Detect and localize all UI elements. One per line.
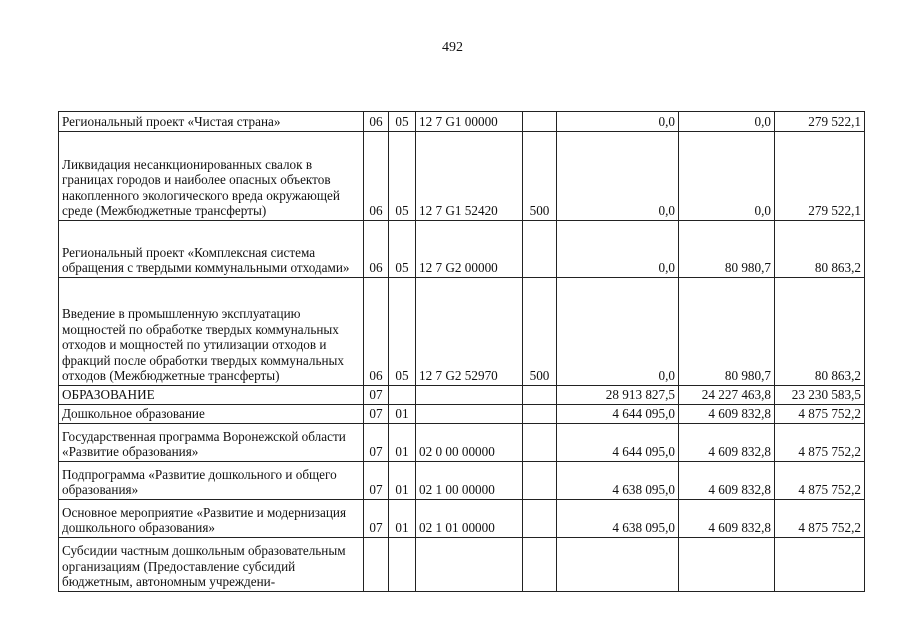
section-code: 06 <box>364 132 389 221</box>
subsection-code <box>389 386 416 405</box>
amount-year-1: 4 644 095,0 <box>557 405 679 424</box>
amount-year-1 <box>557 538 679 592</box>
table-row <box>59 278 865 386</box>
amount-year-2: 80 980,7 <box>679 221 775 278</box>
section-code: 07 <box>364 500 389 538</box>
subsection-code: 01 <box>389 462 416 500</box>
amount-year-2: 24 227 463,8 <box>679 386 775 405</box>
subsection-code: 05 <box>389 112 416 132</box>
subsection-code <box>389 538 416 592</box>
section-code: 07 <box>364 462 389 500</box>
table-row <box>59 462 865 500</box>
amount-year-1: 0,0 <box>557 221 679 278</box>
table-row <box>59 405 865 424</box>
section-code: 06 <box>364 278 389 386</box>
row-name: Государственная программа Воронежской области «Развитие образования» <box>59 424 364 462</box>
amount-year-1: 0,0 <box>557 278 679 386</box>
amount-year-2: 4 609 832,8 <box>679 424 775 462</box>
target-article-code: 02 0 00 00000 <box>416 424 523 462</box>
row-name: Региональный проект «Комплексная система обращения с твердыми коммунальными отходами» <box>59 221 364 278</box>
amount-year-1: 4 644 095,0 <box>557 424 679 462</box>
amount-year-3: 4 875 752,2 <box>775 424 865 462</box>
target-article-code: 12 7 G1 00000 <box>416 112 523 132</box>
row-name: Региональный проект «Чистая страна» <box>59 112 364 132</box>
subsection-code: 05 <box>389 132 416 221</box>
subsection-code: 05 <box>389 221 416 278</box>
row-name: Основное мероприятие «Развитие и модернизация дошкольного образования» <box>59 500 364 538</box>
table-row <box>59 500 865 538</box>
table-row <box>59 538 865 592</box>
amount-year-3: 4 875 752,2 <box>775 500 865 538</box>
page-number: 492 <box>442 40 463 55</box>
target-article-code <box>416 386 523 405</box>
amount-year-3: 279 522,1 <box>775 132 865 221</box>
target-article-code: 12 7 G1 52420 <box>416 132 523 221</box>
target-article-code: 02 1 00 00000 <box>416 462 523 500</box>
amount-year-3: 279 522,1 <box>775 112 865 132</box>
amount-year-2: 4 609 832,8 <box>679 462 775 500</box>
amount-year-1: 4 638 095,0 <box>557 462 679 500</box>
target-article-code: 12 7 G2 52970 <box>416 278 523 386</box>
table-row <box>59 386 865 405</box>
row-name: ОБРАЗОВАНИЕ <box>59 386 364 405</box>
expense-type-code <box>523 221 557 278</box>
row-name: Ликвидация несанкционированных свалок в границах городов и наиболее опасных объектов накопленного экологического вреда окружающей среде (Межбюджетные трансферты) <box>59 132 364 221</box>
subsection-code: 05 <box>389 278 416 386</box>
amount-year-3: 80 863,2 <box>775 221 865 278</box>
expense-type-code <box>523 386 557 405</box>
amount-year-1: 4 638 095,0 <box>557 500 679 538</box>
row-name: Субсидии частным дошкольным образовательным организациям (Предоставление субсидий бюджетным, автономным учреждени- <box>59 538 364 592</box>
amount-year-3 <box>775 538 865 592</box>
target-article-code: 02 1 01 00000 <box>416 500 523 538</box>
section-code: 06 <box>364 221 389 278</box>
table-row <box>59 424 865 462</box>
target-article-code: 12 7 G2 00000 <box>416 221 523 278</box>
subsection-code: 01 <box>389 405 416 424</box>
section-code <box>364 538 389 592</box>
amount-year-1: 28 913 827,5 <box>557 386 679 405</box>
target-article-code <box>416 405 523 424</box>
row-name: Подпрограмма «Развитие дошкольного и общего образования» <box>59 462 364 500</box>
amount-year-3: 4 875 752,2 <box>775 462 865 500</box>
amount-year-1: 0,0 <box>557 132 679 221</box>
amount-year-2: 0,0 <box>679 112 775 132</box>
table-row <box>59 221 865 278</box>
expense-type-code: 500 <box>523 278 557 386</box>
expense-type-code <box>523 112 557 132</box>
expense-type-code <box>523 500 557 538</box>
subsection-code: 01 <box>389 424 416 462</box>
target-article-code <box>416 538 523 592</box>
section-code: 07 <box>364 386 389 405</box>
section-code: 06 <box>364 112 389 132</box>
section-code: 07 <box>364 405 389 424</box>
table-row <box>59 112 865 132</box>
expense-type-code <box>523 405 557 424</box>
amount-year-2: 4 609 832,8 <box>679 405 775 424</box>
expense-type-code <box>523 424 557 462</box>
amount-year-2: 4 609 832,8 <box>679 500 775 538</box>
amount-year-3: 23 230 583,5 <box>775 386 865 405</box>
expense-type-code <box>523 462 557 500</box>
amount-year-3: 80 863,2 <box>775 278 865 386</box>
row-name: Введение в промышленную эксплуатацию мощностей по обработке твердых коммунальных отходов и мощностей по утилизации отходов и фракций после обработки твердых коммунальных отходов (Межбюджетные трансферты) <box>59 278 364 386</box>
table-row <box>59 132 865 221</box>
expense-type-code: 500 <box>523 132 557 221</box>
amount-year-1: 0,0 <box>557 112 679 132</box>
row-name: Дошкольное образование <box>59 405 364 424</box>
section-code: 07 <box>364 424 389 462</box>
amount-year-3: 4 875 752,2 <box>775 405 865 424</box>
subsection-code: 01 <box>389 500 416 538</box>
amount-year-2 <box>679 538 775 592</box>
amount-year-2: 0,0 <box>679 132 775 221</box>
amount-year-2: 80 980,7 <box>679 278 775 386</box>
expense-type-code <box>523 538 557 592</box>
budget-table <box>58 111 865 592</box>
